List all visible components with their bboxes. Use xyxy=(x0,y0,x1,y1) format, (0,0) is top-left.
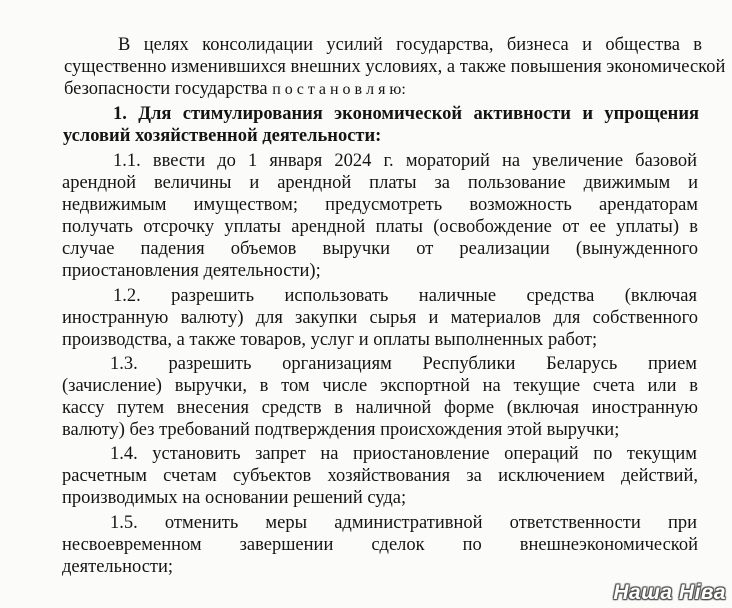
section-heading-line-1: 1. Для стимулирования экономической активности и упрощения xyxy=(113,104,699,124)
item-1-2-line-1: 1.2. разрешить использовать наличные средства (включая xyxy=(113,286,697,306)
section-heading-line-2: условий хозяйственной деятельности: xyxy=(63,126,382,146)
item-1-1-line-2: арендной величины и арендной платы за пользование движимым и xyxy=(62,173,698,193)
item-1-1-line-5: случае падения объемов выручки от реализации (вынужденного xyxy=(62,239,698,259)
item-1-1-line-6: приостановления деятельности); xyxy=(62,261,321,281)
item-1-2-line-2: иностранную валюту) для закупки сырья и материалов для собственного xyxy=(62,308,698,328)
item-1-4-line-3: производимых на основании решений суда; xyxy=(62,488,407,508)
item-1-5-line-1: 1.5. отменить меры административной ответственности при xyxy=(110,513,697,533)
decree-word: п о с т а н о в л я ю: xyxy=(272,81,406,98)
item-1-3-line-2: (зачисление) выручки, в том числе экспортной на текущие счета или в xyxy=(62,376,698,396)
item-1-2-line-3: производства, а также товаров, услуг и оплаты выполненных работ; xyxy=(62,330,598,350)
intro-line-3 xyxy=(64,78,406,101)
item-1-3-line-1: 1.3. разрешить организациям Республики Беларусь прием xyxy=(110,354,697,374)
intro-line-2: существенно изменившихся внешних условиях, а также повышения экономической xyxy=(64,57,726,77)
item-1-3-line-4: валюту) без требований подтверждения происхождения этой выручки; xyxy=(62,420,620,440)
intro-line-3-text: безопасности государства xyxy=(64,79,268,99)
item-1-1-line-1: 1.1. ввести до 1 января 2024 г. мораторий на увеличение базовой xyxy=(113,151,697,171)
item-1-4-line-1: 1.4. установить запрет на приостановление операций по текущим xyxy=(110,444,697,464)
item-1-4-line-2: расчетным счетам субъектов хозяйствования за исключением действий, xyxy=(62,466,698,486)
item-1-1-line-3: недвижимым имуществом; предусмотреть возможность арендаторам xyxy=(62,195,698,215)
item-1-5-line-2: несвоевременном завершении сделок по внешнеэкономической xyxy=(62,535,698,555)
item-1-1-line-4: получать отсрочку уплаты арендной платы (освобождение от ее уплаты) в xyxy=(62,217,698,237)
item-1-5-line-3: деятельности; xyxy=(62,557,174,577)
item-1-3-line-3: кассу путем внесения средств в наличной форме (включая иностранную xyxy=(62,398,698,418)
watermark-logo: Наша Ніва xyxy=(613,580,726,604)
intro-line-1: В целях консолидации усилий государства, бизнеса и общества в xyxy=(118,35,702,55)
